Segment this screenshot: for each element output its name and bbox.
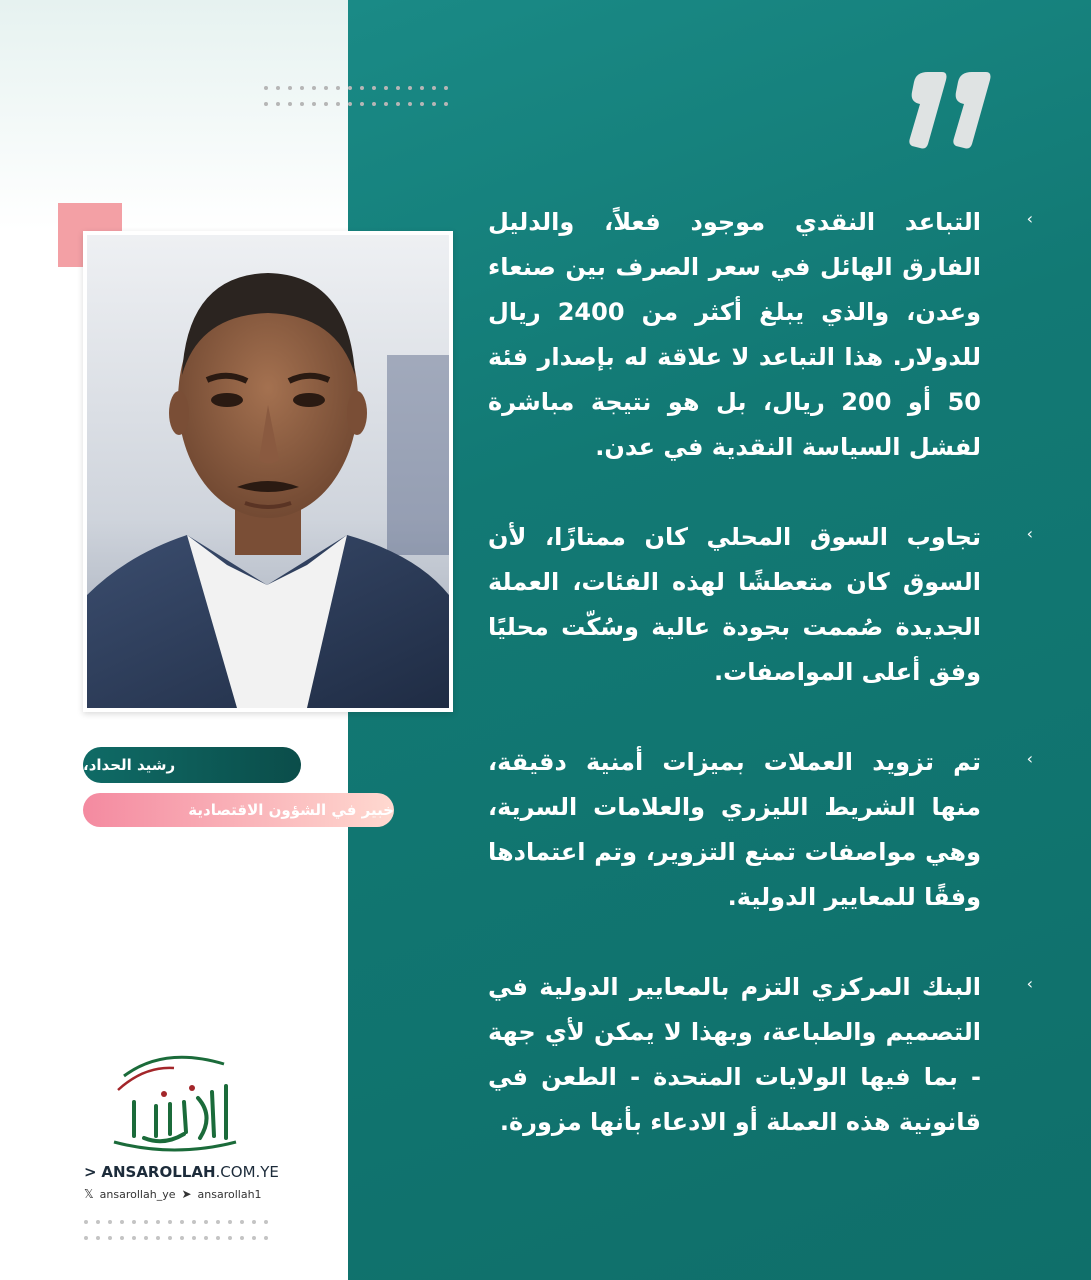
decorative-dot <box>120 1220 124 1224</box>
decorative-dot <box>156 1220 160 1224</box>
decorative-dot <box>396 102 400 106</box>
decorative-dot <box>216 1236 220 1240</box>
decorative-dot <box>168 1236 172 1240</box>
decorative-dot <box>432 86 436 90</box>
decorative-dot <box>216 1220 220 1224</box>
decorative-dot <box>204 1220 208 1224</box>
quote-point-text: التباعد النقدي موجود فعلاً، والدليل الفارق الهائل في سعر الصرف بين صنعاء وعدن، والذي يبلغ أكثر من 2400 ريال للدولار. هذا التباعد لا علاقة له بإصدار فئة 50 أو 200 ريال، بل هو نتيجة مباشرة لفشل السياسة النقدية في عدن. <box>488 208 981 461</box>
decorative-dot <box>360 86 364 90</box>
person-name: رشيد الحداد، <box>83 756 176 774</box>
decorative-dot <box>444 86 448 90</box>
decorative-dot <box>348 102 352 106</box>
closing-quote-icon <box>892 44 1002 154</box>
decorative-dot <box>132 1236 136 1240</box>
decorative-dot <box>312 86 316 90</box>
decorative-dot <box>240 1236 244 1240</box>
site-domain: .COM.YE <box>215 1163 279 1181</box>
decorative-dot <box>264 86 268 90</box>
decorative-dot <box>384 102 388 106</box>
decorative-dot <box>408 86 412 90</box>
quote-point-2 <box>488 515 1033 695</box>
decorative-dot <box>420 102 424 106</box>
chevron-icon: › <box>1026 524 1033 543</box>
decorative-dot <box>204 1236 208 1240</box>
decorative-dot <box>396 86 400 90</box>
decorative-dot <box>372 102 376 106</box>
website-link[interactable] <box>84 1163 279 1181</box>
decorative-dot <box>84 1236 88 1240</box>
telegram-icon: ➤ <box>181 1187 192 1201</box>
decorative-dot <box>336 86 340 90</box>
decorative-dot <box>120 1236 124 1240</box>
decorative-dot <box>168 1220 172 1224</box>
chevron-icon: › <box>1026 974 1033 993</box>
decorative-dot <box>192 1236 196 1240</box>
decorative-dot <box>288 86 292 90</box>
decorative-dots-bottom <box>84 1220 270 1242</box>
decorative-dot <box>324 86 328 90</box>
quote-point-text: تم تزويد العملات بميزات أمنية دقيقة، منها الشريط الليزري والعلامات السرية، وهي مواصفات تمنع التزوير، وتم اعتمادها وفقًا للمعايير الدولية. <box>488 748 981 911</box>
site-name: ANSAROLLAH <box>101 1163 216 1181</box>
decorative-dot <box>384 86 388 90</box>
x-handle[interactable]: ansarollah_ye <box>99 1187 176 1201</box>
decorative-dot <box>264 102 268 106</box>
decorative-dot <box>360 102 364 106</box>
decorative-dot <box>408 102 412 106</box>
quote-point-text: البنك المركزي التزم بالمعايير الدولية في التصميم والطباعة، وبهذا لا يمكن لأي جهة - بما فيها الولايات المتحدة - الطعن في قانونية هذه العملة أو الادعاء بأنها مزورة. <box>488 973 981 1136</box>
decorative-dot <box>144 1220 148 1224</box>
decorative-dot <box>156 1236 160 1240</box>
decorative-dot <box>276 102 280 106</box>
portrait-illustration <box>87 235 449 708</box>
decorative-dot <box>252 1236 256 1240</box>
quote-point-4 <box>488 965 1033 1145</box>
quote-point-1 <box>488 200 1033 470</box>
decorative-dot <box>264 1236 268 1240</box>
decorative-dot <box>264 1220 268 1224</box>
decorative-dot <box>180 1236 184 1240</box>
decorative-dot <box>96 1220 100 1224</box>
person-title-badge <box>83 793 394 827</box>
decorative-dot <box>432 102 436 106</box>
site-prefix: > <box>84 1163 97 1181</box>
decorative-dot <box>324 102 328 106</box>
decorative-dot <box>300 102 304 106</box>
ansarollah-calligraphy-logo <box>104 1046 244 1158</box>
person-name-badge <box>83 747 301 783</box>
decorative-dot <box>144 1236 148 1240</box>
decorative-dot <box>312 102 316 106</box>
person-title: خبير في الشؤون الاقتصادية <box>188 801 394 819</box>
decorative-dot <box>84 1220 88 1224</box>
decorative-dot <box>336 102 340 106</box>
decorative-dot <box>192 1220 196 1224</box>
social-handles <box>84 1187 262 1201</box>
decorative-dot <box>180 1220 184 1224</box>
decorative-dot <box>372 86 376 90</box>
decorative-dot <box>228 1236 232 1240</box>
portrait-photo <box>87 235 449 708</box>
decorative-dots-top <box>264 86 450 108</box>
decorative-dot <box>348 86 352 90</box>
decorative-dot <box>420 86 424 90</box>
decorative-dot <box>252 1220 256 1224</box>
decorative-dot <box>96 1236 100 1240</box>
decorative-dot <box>108 1236 112 1240</box>
decorative-dot <box>228 1220 232 1224</box>
telegram-handle[interactable]: ansarollah1 <box>197 1187 262 1201</box>
decorative-dot <box>108 1220 112 1224</box>
portrait-frame <box>83 231 453 712</box>
decorative-dot <box>300 86 304 90</box>
quote-point-3 <box>488 740 1033 920</box>
chevron-icon: › <box>1026 749 1033 768</box>
decorative-dot <box>132 1220 136 1224</box>
quote-point-text: تجاوب السوق المحلي كان ممتازًا، لأن السوق كان متعطشًا لهذه الفئات، العملة الجديدة صُممت بجودة عالية وسُكّت محليًا وفق أعلى المواصفات. <box>488 523 981 686</box>
decorative-dot <box>288 102 292 106</box>
decorative-dot <box>276 86 280 90</box>
chevron-icon: › <box>1026 209 1033 228</box>
decorative-dot <box>444 102 448 106</box>
decorative-dot <box>240 1220 244 1224</box>
x-logo-icon: 𝕏 <box>84 1187 94 1201</box>
